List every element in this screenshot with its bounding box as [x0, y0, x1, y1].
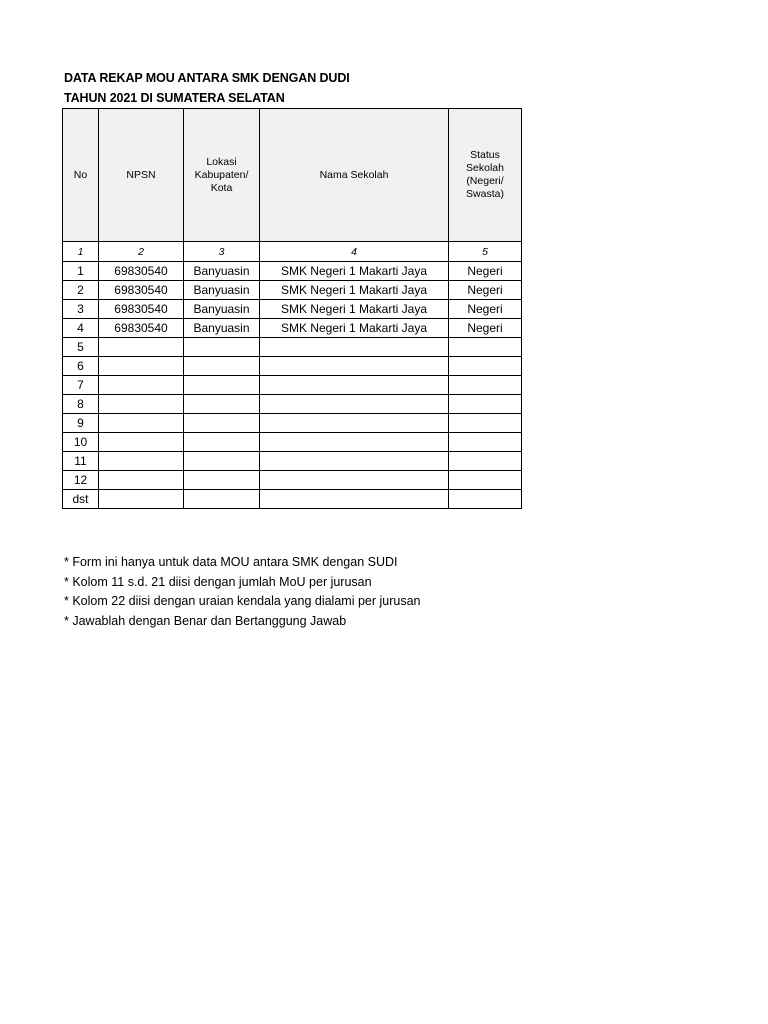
cell-npsn: 69830540: [99, 262, 184, 281]
cell-npsn: [99, 357, 184, 376]
cell-status: [449, 433, 522, 452]
table-row: [63, 452, 522, 471]
cell-lokasi: [184, 357, 260, 376]
cell-status: Negeri: [449, 300, 522, 319]
column-number-row: [63, 242, 522, 262]
cell-status: [449, 338, 522, 357]
table-row: [63, 490, 522, 509]
cell-status: [449, 357, 522, 376]
table-row: [63, 395, 522, 414]
column-number: 3: [184, 242, 260, 262]
cell-nama-sekolah: [260, 452, 449, 471]
table-row: [63, 433, 522, 452]
cell-lokasi: Banyuasin: [184, 300, 260, 319]
cell-npsn: [99, 490, 184, 509]
cell-npsn: [99, 471, 184, 490]
table-row: [63, 338, 522, 357]
cell-no: 4: [63, 319, 99, 338]
header-npsn: NPSN: [99, 109, 184, 242]
cell-nama-sekolah: [260, 357, 449, 376]
note-item: * Kolom 22 diisi dengan uraian kendala yang dialami per jurusan: [64, 594, 421, 609]
cell-nama-sekolah: [260, 395, 449, 414]
cell-nama-sekolah: [260, 376, 449, 395]
cell-no: 1: [63, 262, 99, 281]
header-no: No: [63, 109, 99, 242]
cell-lokasi: Banyuasin: [184, 262, 260, 281]
cell-no: dst: [63, 490, 99, 509]
cell-nama-sekolah: [260, 338, 449, 357]
cell-lokasi: [184, 452, 260, 471]
cell-lokasi: [184, 338, 260, 357]
header-status: Status Sekolah (Negeri/ Swasta): [449, 109, 522, 242]
cell-nama-sekolah: SMK Negeri 1 Makarti Jaya: [260, 300, 449, 319]
cell-no: 11: [63, 452, 99, 471]
cell-nama-sekolah: SMK Negeri 1 Makarti Jaya: [260, 319, 449, 338]
cell-lokasi: [184, 376, 260, 395]
cell-nama-sekolah: SMK Negeri 1 Makarti Jaya: [260, 281, 449, 300]
cell-no: 5: [63, 338, 99, 357]
cell-nama-sekolah: [260, 433, 449, 452]
cell-npsn: [99, 414, 184, 433]
cell-no: 8: [63, 395, 99, 414]
cell-nama-sekolah: [260, 490, 449, 509]
cell-no: 7: [63, 376, 99, 395]
header-nama-sekolah: Nama Sekolah: [260, 109, 449, 242]
cell-npsn: [99, 338, 184, 357]
cell-status: [449, 376, 522, 395]
cell-lokasi: [184, 471, 260, 490]
recap-table: [62, 108, 522, 509]
table-header-row: [63, 109, 522, 242]
table-row: [63, 319, 522, 338]
note-item: * Kolom 11 s.d. 21 diisi dengan jumlah MoU per jurusan: [64, 574, 372, 589]
column-number: 2: [99, 242, 184, 262]
cell-npsn: [99, 376, 184, 395]
cell-npsn: 69830540: [99, 319, 184, 338]
table-row: [63, 471, 522, 490]
cell-nama-sekolah: [260, 414, 449, 433]
document-title: DATA REKAP MOU ANTARA SMK DENGAN DUDI: [64, 71, 350, 85]
cell-npsn: 69830540: [99, 281, 184, 300]
table-row: [63, 262, 522, 281]
cell-no: 2: [63, 281, 99, 300]
cell-lokasi: Banyuasin: [184, 319, 260, 338]
cell-status: [449, 452, 522, 471]
cell-lokasi: [184, 490, 260, 509]
cell-nama-sekolah: SMK Negeri 1 Makarti Jaya: [260, 262, 449, 281]
cell-no: 3: [63, 300, 99, 319]
table-row: [63, 300, 522, 319]
cell-status: Negeri: [449, 281, 522, 300]
cell-no: 6: [63, 357, 99, 376]
cell-no: 10: [63, 433, 99, 452]
table-body: [63, 242, 522, 509]
cell-lokasi: [184, 414, 260, 433]
cell-nama-sekolah: [260, 471, 449, 490]
cell-npsn: [99, 452, 184, 471]
cell-npsn: [99, 395, 184, 414]
cell-status: [449, 471, 522, 490]
cell-lokasi: [184, 433, 260, 452]
notes: [64, 553, 420, 631]
note-item: * Form ini hanya untuk data MOU antara SMK dengan SUDI: [64, 555, 398, 569]
cell-npsn: 69830540: [99, 300, 184, 319]
cell-status: Negeri: [449, 319, 522, 338]
cell-status: [449, 490, 522, 509]
cell-npsn: [99, 433, 184, 452]
header-lokasi: Lokasi Kabupaten/ Kota: [184, 109, 260, 242]
note-item: * Jawablah dengan Benar dan Bertanggung Jawab: [64, 613, 347, 628]
cell-no: 9: [63, 414, 99, 433]
table-row: [63, 281, 522, 300]
document-subtitle: TAHUN 2021 DI SUMATERA SELATAN: [64, 91, 285, 105]
column-number: 5: [449, 242, 522, 262]
column-number: 1: [63, 242, 99, 262]
table-row: [63, 376, 522, 395]
cell-no: 12: [63, 471, 99, 490]
cell-lokasi: [184, 395, 260, 414]
cell-lokasi: Banyuasin: [184, 281, 260, 300]
cell-status: Negeri: [449, 262, 522, 281]
table-row: [63, 414, 522, 433]
table-row: [63, 357, 522, 376]
cell-status: [449, 395, 522, 414]
column-number: 4: [260, 242, 449, 262]
cell-status: [449, 414, 522, 433]
